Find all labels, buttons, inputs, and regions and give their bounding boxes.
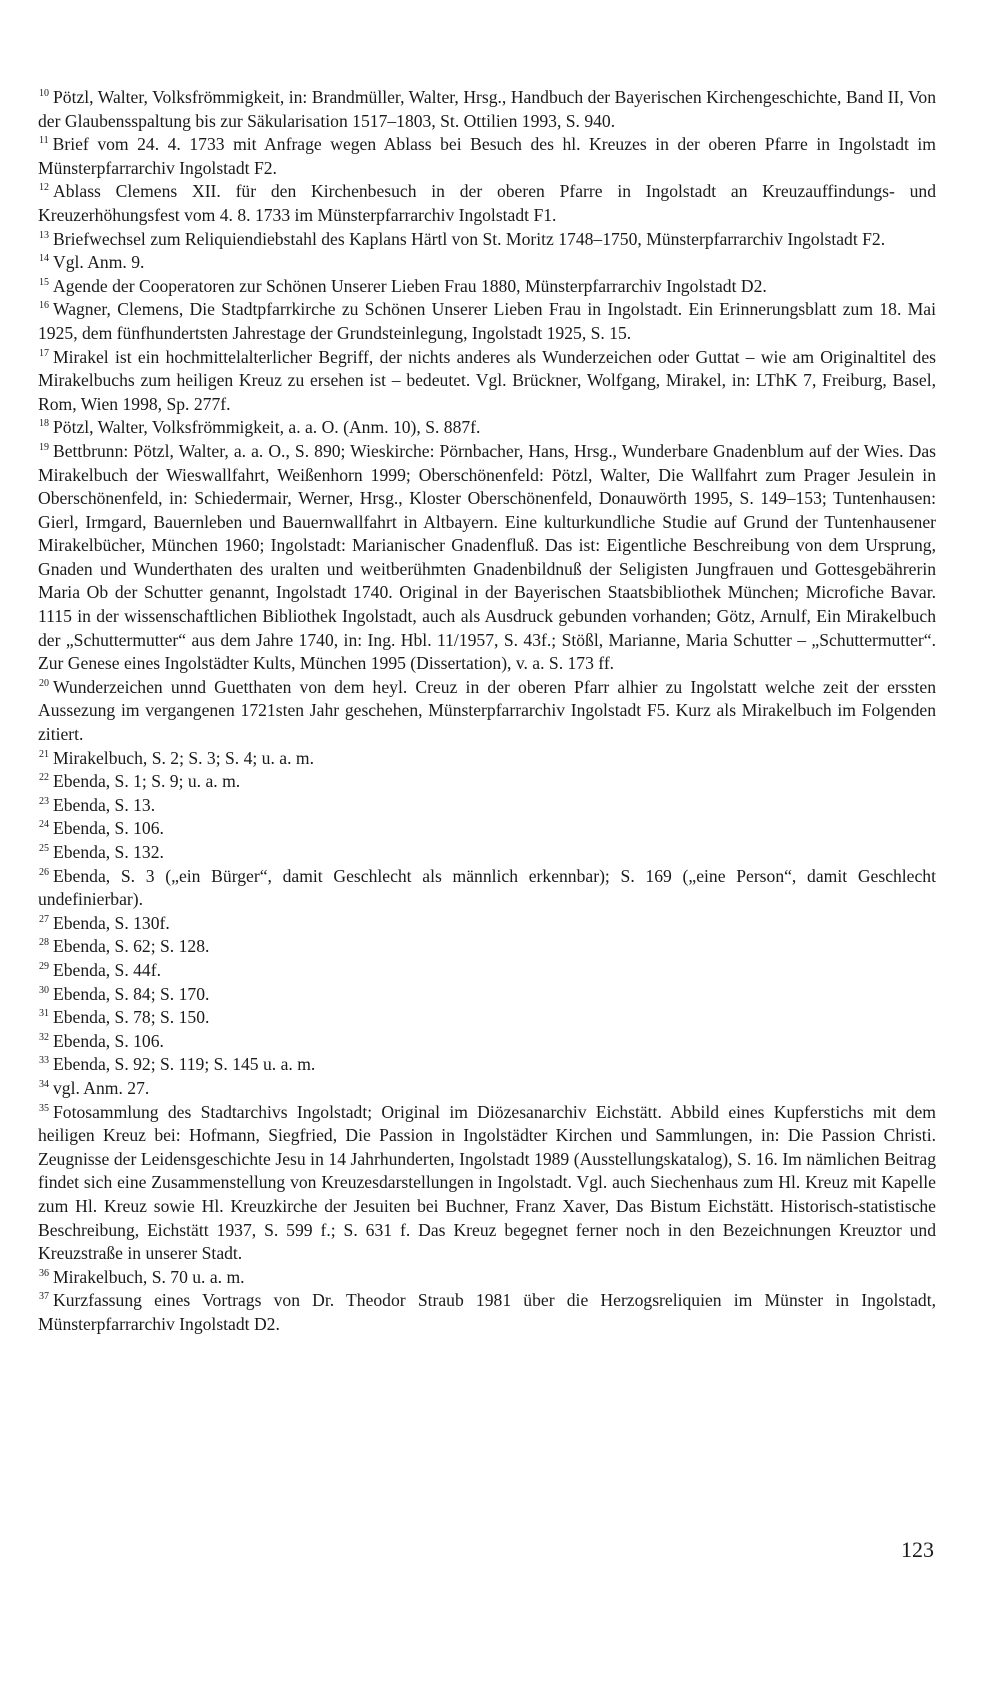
footnote-number: 30	[39, 984, 49, 996]
footnote-number: 34	[39, 1078, 49, 1090]
footnote	[38, 983, 936, 1007]
footnote	[38, 865, 936, 912]
footnote-number: 23	[39, 795, 49, 807]
footnote-text: Pötzl, Walter, Volksfrömmigkeit, in: Brandmüller, Walter, Hrsg., Handbuch der Bayerischen Kirchengeschichte, Band II, Von der Glaubensspaltung bis zur Säkularisation 1517–1803, St. Ottilien 1993, S. 940.	[38, 87, 936, 131]
footnote	[38, 841, 936, 865]
footnote-text: Ebenda, S. 106.	[53, 818, 164, 839]
page-number: 123	[901, 1537, 934, 1562]
footnote-text: Ablass Clemens XII. für den Kirchenbesuch in der oberen Pfarre in Ingolstadt an Kreuzauffindungs- und Kreuzerhöhungsfest vom 4. 8. 1733 im Münsterpfarrarchiv Ingolstadt F1.	[38, 181, 936, 225]
footnote-number: 27	[39, 913, 49, 925]
footnotes	[38, 86, 936, 1336]
footnote-text: Ebenda, S. 78; S. 150.	[53, 1007, 210, 1028]
footnote-text: Brief vom 24. 4. 1733 mit Anfrage wegen Ablass bei Besuch des hl. Kreuzes in der oberen Pfarre in Ingolstadt im Münsterpfarrarchiv Ingolstadt F2.	[38, 134, 936, 178]
footnote-text: vgl. Anm. 27.	[53, 1077, 150, 1098]
footnote-number: 31	[39, 1008, 49, 1020]
footnote	[38, 416, 936, 440]
footnote-number: 16	[39, 300, 49, 312]
footnote	[38, 1101, 936, 1266]
footnote	[38, 676, 936, 747]
footnote	[38, 346, 936, 417]
footnote	[38, 1077, 936, 1101]
footnote-number: 13	[39, 229, 49, 241]
footnote-text: Pötzl, Walter, Volksfrömmigkeit, a. a. O. (Anm. 10), S. 887f.	[53, 417, 481, 438]
footnote-text: Mirakelbuch, S. 2; S. 3; S. 4; u. a. m.	[53, 747, 314, 768]
footnote-number: 21	[39, 748, 49, 760]
footnote	[38, 1266, 936, 1290]
footnote	[38, 747, 936, 771]
footnote-text: Ebenda, S. 13.	[53, 794, 156, 815]
footnote	[38, 912, 936, 936]
footnote	[38, 794, 936, 818]
footnote	[38, 1053, 936, 1077]
footnote	[38, 770, 936, 794]
footnote-number: 32	[39, 1031, 49, 1043]
footnote-number: 11	[39, 135, 49, 147]
footnote-number: 18	[39, 418, 49, 430]
footnote	[38, 251, 936, 275]
footnote-number: 17	[39, 347, 49, 359]
footnote	[38, 133, 936, 180]
footnote	[38, 440, 936, 676]
footnote-number: 12	[39, 182, 49, 194]
footnote	[38, 1006, 936, 1030]
footnote-text: Agende der Cooperatoren zur Schönen Unserer Lieben Frau 1880, Münsterpfarrarchiv Ingolstadt D2.	[53, 275, 767, 296]
footnote	[38, 298, 936, 345]
footnote	[38, 1289, 936, 1336]
footnote-text: Ebenda, S. 130f.	[53, 912, 170, 933]
footnote-number: 28	[39, 937, 49, 949]
footnote-number: 22	[39, 772, 49, 784]
footnote-text: Bettbrunn: Pötzl, Walter, a. a. O., S. 890; Wieskirche: Pörnbacher, Hans, Hrsg., Wunderbare Gnadenblum auf der Wies. Das Mirakelbuch der Wieswallfahrt, Weißenhorn 1999; Oberschönenfeld: Pötzl, Walter, Die Wallfahrt zum Prager Jesulein in Oberschönenfeld, in: Schiedermair, Werner, Hrsg., Kloster Oberschönenfeld, Donauwörth 1995, S. 149–153; Tuntenhausen: Gierl, Irmgard, Bauernleben und Bauernwallfahrt in Altbayern. Eine kulturkundliche Studie auf Grund der Tuntenhausener Mirakelbücher, München 1960; Ingolstadt: Marianischer Gnadenfluß. Das ist: Eigentliche Beschreibung von dem Ursprung, Gnaden und Wunderthaten des uralten und weitberühmten Gnadenbildnuß der Seligisten Jungfrauen und Gottesgebährerin Maria Ob der Schutter genannt, Ingolstadt 1740. Original in der Bayerischen Staatsbibliothek München; Microfiche Bavar. 1115 in der wissenschaftlichen Bibliothek Ingolstadt, auch als Ausdruck gebunden vorhanden; Götz, Arnulf, Ein Mirakelbuch der „Schuttermutter“ aus dem Jahre 1740, in: Ing. Hbl. 11/1957, S. 43f.; Stößl, Marianne, Maria Schutter – „Schuttermutter“. Zur Genese eines Ingolstädter Kults, München 1995 (Dissertation), v. a. S. 173 ff.	[38, 440, 936, 674]
footnote-text: Fotosammlung des Stadtarchivs Ingolstadt; Original im Diözesanarchiv Eichstätt. Abbild eines Kupferstichs mit dem heiligen Kreuz bei: Hofmann, Siegfried, Die Passion in Ingolstädter Kirchen und Sammlungen, in: Die Passion Christi. Zeugnisse der Leidensgeschichte Jesu in 14 Jahrhunderten, Ingolstadt 1989 (Ausstellungskatalog), S. 16. Im nämlichen Beitrag findet sich eine Zusammenstellung von Kreuzesdarstellungen in Ingolstadt. Vgl. auch Siechenhaus zum Hl. Kreuz mit Kapelle zum Hl. Kreuz sowie Hl. Kreuzkirche der Jesuiten bei Buchner, Franz Xaver, Das Bistum Eichstätt. Historisch-statistische Beschreibung, Eichstätt 1937, S. 599 f.; S. 631 f. Das Kreuz begegnet ferner noch in den Bezeichnungen Kreuztor und Kreuzstraße in unserer Stadt.	[38, 1101, 936, 1264]
footnote	[38, 935, 936, 959]
footnote-text: Kurzfassung eines Vortrags von Dr. Theodor Straub 1981 über die Herzogsreliquien im Münster in Ingolstadt, Münsterpfarrarchiv Ingolstadt D2.	[38, 1290, 936, 1334]
footnote-text: Wagner, Clemens, Die Stadtpfarrkirche zu Schönen Unserer Lieben Frau in Ingolstadt. Ein Erinnerungsblatt zum 18. Mai 1925, dem fünfhundertsten Jahrestage der Grundsteinlegung, Ingolstadt 1925, S. 15.	[38, 299, 936, 343]
footnote-text: Ebenda, S. 106.	[53, 1030, 164, 1051]
footnote-text: Vgl. Anm. 9.	[53, 252, 145, 273]
footnote-number: 10	[39, 88, 49, 99]
footnote-text: Ebenda, S. 3 („ein Bürger“, damit Geschlecht als männlich erkennbar); S. 169 („eine Person“, damit Geschlecht undefinierbar).	[38, 865, 936, 910]
footnote-number: 36	[39, 1267, 49, 1279]
footnote-number: 37	[39, 1291, 49, 1303]
footnote-number: 20	[39, 677, 49, 689]
footnote-text: Ebenda, S. 84; S. 170.	[53, 983, 210, 1004]
footnote-text: Briefwechsel zum Reliquiendiebstahl des Kaplans Härtl von St. Moritz 1748–1750, Münsterpfarrarchiv Ingolstadt F2.	[53, 228, 886, 249]
footnote-number: 35	[39, 1102, 49, 1114]
footnote-text: Ebenda, S. 44f.	[53, 959, 161, 980]
footnote-number: 33	[39, 1055, 49, 1067]
footnote-text: Mirakel ist ein hochmittelalterlicher Begriff, der nichts anderes als Wunderzeichen oder Guttat – wie am Originaltitel des Mirakelbuchs zum heiligen Kreuz zu ersehen ist – bedeutet. Vgl. Brückner, Wolfgang, Mirakel, in: LThK 7, Freiburg, Basel, Rom, Wien 1998, Sp. 277f.	[38, 346, 936, 414]
footnote	[38, 1030, 936, 1054]
footnote-number: 25	[39, 843, 49, 854]
footnote	[38, 180, 936, 227]
footnote-text: Ebenda, S. 132.	[53, 842, 164, 862]
footnote-text: Ebenda, S. 1; S. 9; u. a. m.	[53, 771, 241, 792]
footnote	[38, 959, 936, 983]
footnote-number: 15	[39, 276, 49, 288]
footnote	[38, 228, 936, 252]
footnote-number: 24	[39, 819, 49, 831]
footnote-text: Ebenda, S. 92; S. 119; S. 145 u. a. m.	[53, 1054, 316, 1075]
footnote-number: 19	[39, 441, 49, 453]
footnote	[38, 275, 936, 299]
footnote-text: Ebenda, S. 62; S. 128.	[53, 936, 210, 957]
footnote-text: Mirakelbuch, S. 70 u. a. m.	[53, 1266, 245, 1287]
footnote-text: Wunderzeichen unnd Guetthaten von dem heyl. Creuz in der oberen Pfarr alhier zu Ingolstatt welche zeit der erssten Aussezung im vergangenen 1721sten Jahr geschehen, Münsterpfarrarchiv Ingolstadt F5. Kurz als Mirakelbuch im Folgenden zitiert.	[38, 676, 936, 745]
footnote	[38, 817, 936, 841]
footnote-number: 26	[39, 866, 49, 878]
footnote-number: 29	[39, 960, 49, 972]
footnote-number: 14	[39, 253, 49, 265]
footnote	[38, 86, 936, 133]
